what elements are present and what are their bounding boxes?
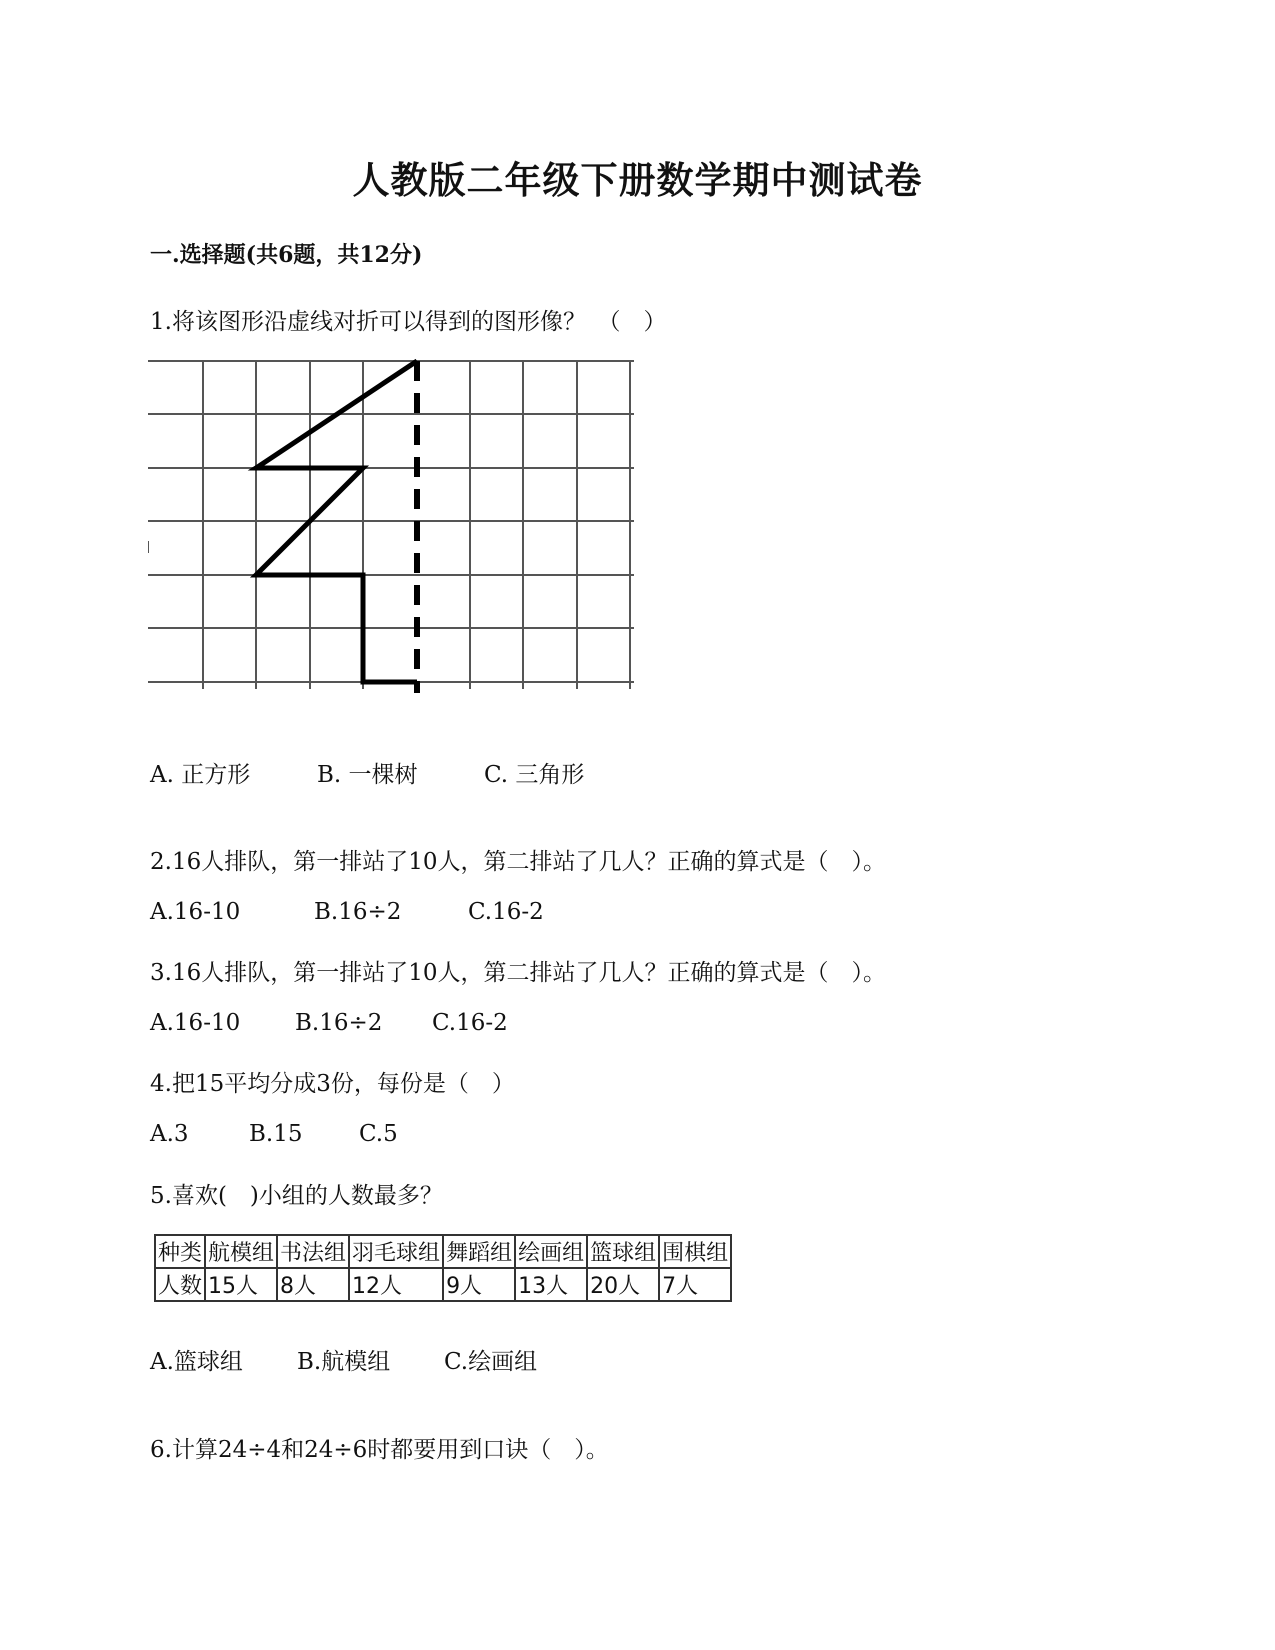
grid-figure-svg	[148, 353, 638, 696]
options-q1	[150, 756, 584, 789]
grid-figure	[148, 353, 638, 696]
table-cell: 围棋组	[659, 1235, 731, 1268]
page-title: 人教版二年级下册数学期中测试卷	[352, 158, 923, 202]
table-cell: 羽毛球组	[349, 1235, 443, 1268]
option-b[interactable]: B.航模组	[297, 1349, 391, 1375]
table-cell: 篮球组	[587, 1235, 659, 1268]
table-cell: 8人	[277, 1268, 349, 1301]
option-a[interactable]: A. 正方形	[150, 762, 251, 788]
table-cell: 绘画组	[515, 1235, 587, 1268]
table-cell: 13人	[515, 1268, 587, 1301]
option-b[interactable]: B.15	[249, 1121, 303, 1147]
question-4: 4.把15平均分成3份，每份是（ ）	[150, 1071, 515, 1097]
option-a[interactable]: A.16-10	[150, 1010, 241, 1036]
table-cell: 航模组	[205, 1235, 277, 1268]
option-b[interactable]: B.16÷2	[314, 899, 402, 925]
question-5: 5.喜欢( )小组的人数最多？	[150, 1183, 443, 1209]
option-a[interactable]: A.16-10	[150, 899, 241, 925]
option-c[interactable]: C.绘画组	[444, 1349, 538, 1375]
table-header-row	[155, 1235, 731, 1268]
table-cell: 7人	[659, 1268, 731, 1301]
grid-lines	[148, 361, 634, 689]
options-q2	[150, 899, 544, 925]
table-cell: 15人	[205, 1268, 277, 1301]
option-c[interactable]: C.16-2	[468, 899, 544, 925]
stats-table-wrapper	[154, 1234, 732, 1302]
option-b[interactable]: B.16÷2	[295, 1010, 383, 1036]
option-c[interactable]: C. 三角形	[484, 762, 585, 788]
question-2: 2.16人排队，第一排站了10人，第二排站了几人？正确的算式是（ ）。	[150, 849, 886, 875]
table-cell: 12人	[349, 1268, 443, 1301]
options-q4	[150, 1121, 398, 1147]
stats-table	[154, 1234, 732, 1302]
option-c[interactable]: C.5	[359, 1121, 398, 1147]
option-a[interactable]: A.3	[150, 1121, 189, 1147]
question-6: 6.计算24÷4和24÷6时都要用到口诀（ ）。	[150, 1437, 609, 1463]
table-row	[155, 1268, 731, 1301]
options-q5	[150, 1343, 537, 1376]
options-q3	[150, 1010, 508, 1036]
question-1: 1.将该图形沿虚线对折可以得到的图形像？ （ ）	[150, 309, 667, 335]
table-cell: 9人	[443, 1268, 515, 1301]
table-cell: 书法组	[277, 1235, 349, 1268]
table-cell: 舞蹈组	[443, 1235, 515, 1268]
question-3: 3.16人排队，第一排站了10人，第二排站了几人？正确的算式是（ ）。	[150, 960, 886, 986]
section-heading: 一.选择题(共6题，共12分)	[150, 242, 423, 268]
table-cell: 种类	[155, 1235, 205, 1268]
option-a[interactable]: A.篮球组	[150, 1349, 243, 1375]
option-c[interactable]: C.16-2	[432, 1010, 508, 1036]
table-cell: 人数	[155, 1268, 205, 1301]
option-b[interactable]: B. 一棵树	[317, 762, 418, 788]
table-cell: 20人	[587, 1268, 659, 1301]
